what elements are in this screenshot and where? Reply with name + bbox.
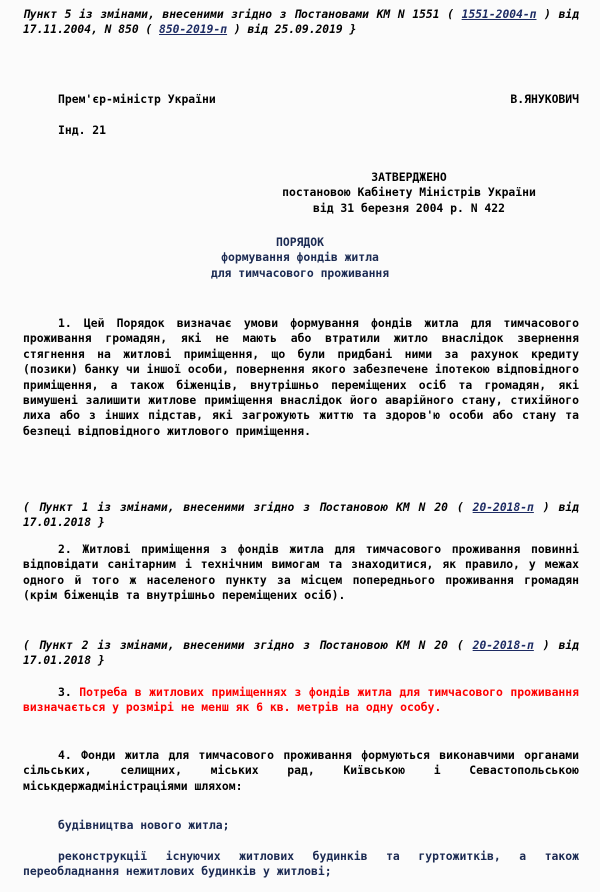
list-item-new-construction: [23, 818, 579, 833]
page-title: [0, 235, 600, 281]
paragraph-3-text: Потреба в житлових приміщеннях з фондів житла для тимчасового проживання визначається у розмірі не менш як 6 кв. метрів на одну особу.: [23, 685, 579, 715]
paragraph-2-number: 2.: [58, 542, 72, 556]
index-line: Інд. 21: [58, 123, 107, 137]
amendment-link-20-2018-b[interactable]: 20-2018-п: [472, 639, 534, 652]
amendment-link-850-2019[interactable]: 850-2019-п: [159, 23, 228, 37]
paragraph-1-number: 1.: [58, 316, 72, 330]
paragraph-4-number: 4.: [58, 748, 72, 762]
signature-name: В.ЯНУКОВИЧ: [510, 92, 579, 106]
list-item-1-text: будівництва нового житла;: [58, 818, 230, 832]
paragraph-1-text: Цей Порядок визначає умови формування фондів житла для тимчасового проживання громадян, які не мають або втратили житло внаслідок звернення стягнення на житлові приміщення, що були придбані ними за рахунок кредиту (позики) банку чи іншої особи, повернення якого забезпечене іпотекою відповідного приміщення, а також біженців, внутрішньо переміщених осіб та громадян, які вимушені залишити житлове приміщення внаслідок його аварійного стану, стихійного лиха або з інших підстав, які загрожують життю та здоров'ю особи або стану та безпеці відповідного житлового приміщення.: [23, 316, 579, 438]
amendment-note-clause-1: [23, 500, 579, 531]
page-title-line-1: ПОРЯДОК: [275, 235, 324, 249]
paragraph-1: [23, 316, 579, 439]
amendment-link-1551-2004[interactable]: 1551-2004-п: [461, 8, 537, 21]
paragraph-2: [23, 542, 579, 604]
amendment-note-1-text-before: ( Пункт 1 із змінами, внесеними згідно з Постановою КМ N 20 (: [23, 501, 464, 514]
list-item-reconstruction: [23, 849, 579, 880]
approval-line-date-number: від 31 березня 2004 р. N 422: [312, 200, 506, 215]
paragraph-4-text: Фонди житла для тимчасового проживання формуються виконавчими органами сільських, селищних, міських рад, Київською і Севастопольською міськдержадміністраціями шляхом:: [23, 748, 579, 793]
amendment-note-text-after: ) від 25.09.2019 }: [233, 23, 357, 37]
amendment-note-1-text-after: ) від 17.01.2018 }: [23, 501, 579, 530]
amendment-note-clause-5: [23, 7, 579, 38]
amendment-note-text-between: ) від 17.11.2004, N 850 (: [23, 8, 579, 37]
page-title-line-2: формування фондів житла: [221, 250, 379, 265]
paragraph-2-text: Житлові приміщення з фондів житла для тимчасового проживання повинні відповідати санітарним і технічним вимогам та знаходитися, як правило, у межах одного й того ж населеного пункту за місцем попереднього проживання громадян (крім біженців та внутрішньо переміщених осіб).: [23, 542, 580, 603]
paragraph-3-number: 3.: [58, 685, 72, 699]
approval-block: [239, 170, 579, 216]
approval-line-resolution: постановою Кабінету Міністрів України: [282, 185, 536, 200]
paragraph-4: [23, 748, 579, 794]
amendment-note-text-before-link-1: Пункт 5 із змінами, внесеними згідно з Постановами КМ N 1551 (: [23, 8, 454, 21]
page-title-line-3: для тимчасового проживання: [210, 265, 390, 280]
signature-role: Прем'єр-міністр України: [58, 92, 216, 106]
amendment-note-2-text-before: ( Пункт 2 із змінами, внесеними згідно з Постановою КМ N 20 (: [23, 639, 464, 652]
approval-line-approved: ЗАТВЕРДЖЕНО: [371, 170, 447, 184]
list-item-2-text: реконструкції існуючих житлових будинків та гуртожитків, а також переобладнання нежитлових будинків у житлові;: [23, 849, 579, 879]
paragraph-3: [23, 685, 579, 716]
amendment-link-20-2018-a[interactable]: 20-2018-п: [472, 501, 534, 514]
signature-row: [58, 92, 579, 107]
amendment-note-2-text-after: ) від 17.01.2018 }: [23, 639, 579, 668]
amendment-note-clause-2: [23, 638, 579, 669]
